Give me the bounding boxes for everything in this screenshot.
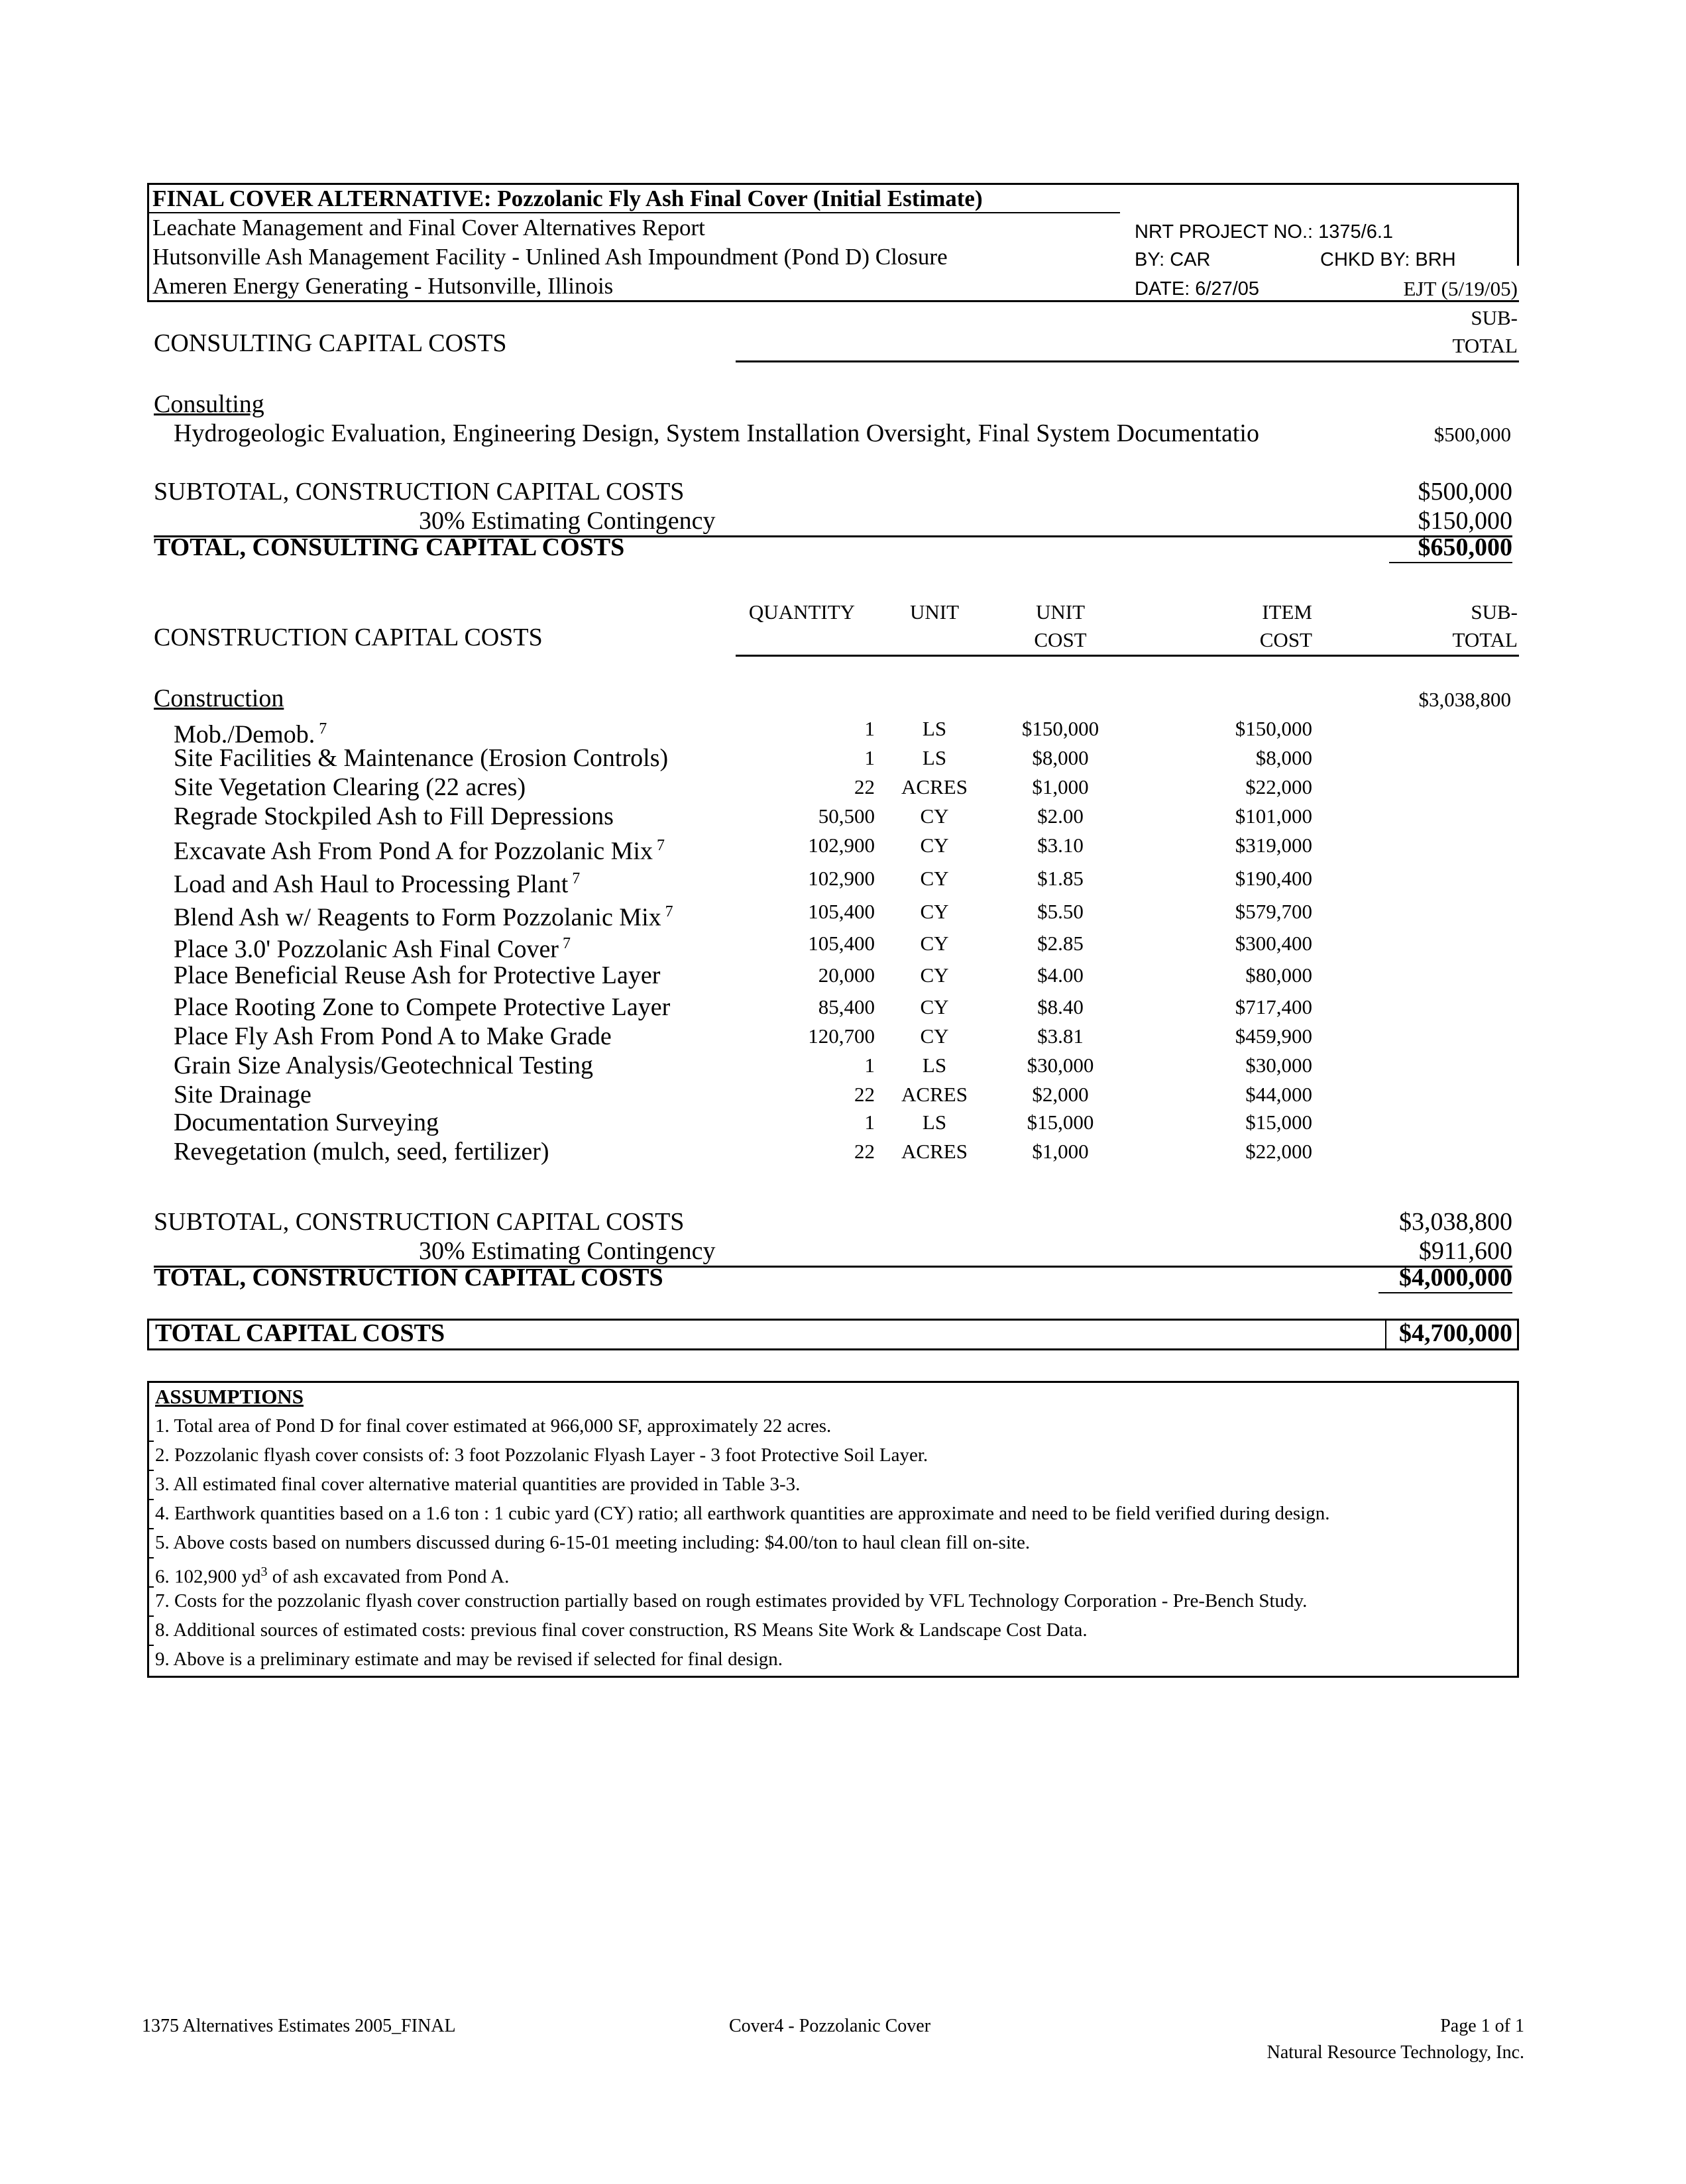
assumption-text: 3. All estimated final cover alternative material quantities are provided in Table 3-3. xyxy=(155,1474,801,1495)
construction-group-label: Construction xyxy=(154,684,284,712)
assumptions-title: ASSUMPTIONS xyxy=(155,1385,304,1408)
assumption-text: 4. Earthwork quantities based on a 1.6 ton : 1 cubic yard (CY) ratio; all earthwork quantities are approximate and need to be field verified during design. xyxy=(155,1503,1330,1524)
grand-total-value: $4,700,000 xyxy=(1399,1319,1512,1347)
footnote-marker: 7 xyxy=(562,935,571,952)
line-item-item-cost: $717,400 xyxy=(1235,995,1312,1018)
line-item-quantity: 1 xyxy=(864,1054,875,1077)
line-item-description: Excavate Ash From Pond A for Pozzolanic Mix xyxy=(174,837,653,865)
header-title-value: Pozzolanic Fly Ash Final Cover (Initial Estimate) xyxy=(497,186,983,211)
construction-header-rule xyxy=(736,655,1519,657)
line-item-quantity: 1 xyxy=(864,717,875,740)
consulting-total-label: TOTAL, CONSULTING CAPITAL COSTS xyxy=(154,533,625,561)
col-header-subtotal-2: TOTAL xyxy=(1452,628,1518,651)
line-item-quantity: 20,000 xyxy=(818,963,875,987)
consulting-total-value: $650,000 xyxy=(1418,533,1512,561)
construction-contingency-label: 30% Estimating Contingency xyxy=(419,1237,716,1265)
line-item-unit-cost: $4.00 xyxy=(1037,963,1084,987)
consulting-contingency-label: 30% Estimating Contingency xyxy=(419,507,716,535)
header-ejt: EJT (5/19/05) xyxy=(1403,277,1518,300)
footer-page-number: Page 1 of 1 xyxy=(1440,2016,1524,2036)
line-item-unit: CY xyxy=(920,834,949,857)
grand-total-label: TOTAL CAPITAL COSTS xyxy=(155,1319,445,1347)
col-header-quantity: QUANTITY xyxy=(748,600,856,624)
construction-subtotal-value: $3,038,800 xyxy=(1399,1208,1512,1236)
line-item-unit-cost: $5.50 xyxy=(1037,900,1084,923)
line-item-unit: CY xyxy=(920,900,949,923)
line-item-description-wrap xyxy=(174,897,673,932)
construction-group-subtotal: $3,038,800 xyxy=(1418,688,1511,711)
line-item-item-cost: $30,000 xyxy=(1245,1054,1312,1077)
consulting-total-value-underline xyxy=(1389,562,1512,563)
construction-total-value: $4,000,000 xyxy=(1399,1264,1512,1291)
line-item-unit: ACRES xyxy=(901,1140,968,1163)
line-item-item-cost: $8,000 xyxy=(1255,746,1312,769)
assumption-text: 6. 102,900 yd xyxy=(155,1566,261,1588)
assumption-item xyxy=(155,1558,509,1590)
line-item-item-cost: $459,900 xyxy=(1235,1024,1312,1048)
line-item-description: Place Beneficial Reuse Ash for Protective Layer xyxy=(174,961,661,989)
construction-contingency-value: $911,600 xyxy=(1418,1237,1512,1265)
line-item-unit-cost: $30,000 xyxy=(1027,1054,1094,1077)
line-item-unit: CY xyxy=(920,963,949,987)
line-item-item-cost: $22,000 xyxy=(1245,1140,1312,1163)
line-item-quantity: 22 xyxy=(854,775,875,798)
line-item-quantity: 22 xyxy=(854,1083,875,1106)
line-item-description-wrap xyxy=(174,831,665,866)
header-report-name: Leachate Management and Final Cover Alternatives Report xyxy=(152,215,705,241)
line-item-item-cost: $22,000 xyxy=(1245,775,1312,798)
line-item-description: Site Facilities & Maintenance (Erosion Controls) xyxy=(174,744,669,772)
line-item-unit: LS xyxy=(922,746,947,769)
line-item-unit: ACRES xyxy=(901,775,968,798)
line-item-quantity: 50,500 xyxy=(818,804,875,828)
assumption-item xyxy=(155,1646,783,1672)
line-item-unit: CY xyxy=(920,1024,949,1048)
consulting-section-title: CONSULTING CAPITAL COSTS xyxy=(154,329,507,357)
assumption-row-tick xyxy=(147,1557,154,1558)
consulting-group-label: Consulting xyxy=(154,390,264,418)
grand-total-value-divider xyxy=(1385,1319,1386,1350)
line-item-description: Place Rooting Zone to Compete Protective Layer xyxy=(174,993,671,1021)
footer-company: Natural Resource Technology, Inc. xyxy=(1266,2042,1524,2063)
line-item-description: Blend Ash w/ Reagents to Form Pozzolanic Mix xyxy=(174,903,661,932)
line-item-unit-cost: $8,000 xyxy=(1032,746,1089,769)
line-item-unit-cost: $2,000 xyxy=(1032,1083,1089,1106)
line-item-unit: LS xyxy=(922,1054,947,1077)
header-facility: Hutsonville Ash Management Facility - Unlined Ash Impoundment (Pond D) Closure xyxy=(152,244,948,270)
assumption-text: 8. Additional sources of estimated costs: previous final cover construction, RS Means Site Work & Landscape Cost Data. xyxy=(155,1619,1088,1641)
col-header-item-cost-2: COST xyxy=(1259,628,1312,651)
line-item-quantity: 120,700 xyxy=(808,1024,875,1048)
line-item-description: Site Vegetation Clearing (22 acres) xyxy=(174,773,526,801)
line-item-description: Documentation Surveying xyxy=(174,1109,439,1136)
header-title xyxy=(152,184,983,213)
assumption-row-tick xyxy=(147,1528,154,1529)
consulting-contingency-value: $150,000 xyxy=(1418,507,1512,535)
line-item-description: Place Fly Ash From Pond A to Make Grade xyxy=(174,1022,612,1050)
assumption-item xyxy=(155,1413,831,1439)
line-item-quantity: 1 xyxy=(864,746,875,769)
line-item-description: Mob./Demob. xyxy=(174,720,315,749)
assumption-row-tick xyxy=(147,1470,154,1471)
construction-total-value-underline xyxy=(1378,1292,1512,1293)
line-item-description: Site Drainage xyxy=(174,1081,311,1109)
line-item-unit: CY xyxy=(920,932,949,955)
assumption-row-tick xyxy=(147,1441,154,1442)
line-item-unit-cost: $2.85 xyxy=(1037,932,1084,955)
assumption-item xyxy=(155,1442,928,1468)
line-item-quantity: 102,900 xyxy=(808,834,875,857)
consulting-subtotal-label: SUBTOTAL, CONSTRUCTION CAPITAL COSTS xyxy=(154,478,685,506)
consulting-subtotal-value: $500,000 xyxy=(1418,478,1512,506)
line-item-item-cost: $44,000 xyxy=(1245,1083,1312,1106)
header-project-no: NRT PROJECT NO.: 1375/6.1 xyxy=(1135,221,1394,243)
footnote-marker: 7 xyxy=(572,870,581,887)
assumption-row-tick xyxy=(147,1499,154,1500)
assumption-row-tick xyxy=(147,1586,154,1588)
assumption-text: 5. Above costs based on numbers discussed during 6-15-01 meeting including: $4.00/ton to haul clean fill on-site. xyxy=(155,1532,1031,1553)
header-date: DATE: 6/27/05 xyxy=(1135,278,1260,300)
line-item-quantity: 1 xyxy=(864,1111,875,1134)
col-header-subtotal-1: SUB- xyxy=(1471,600,1518,624)
header-chkd-by: CHKD BY: BRH xyxy=(1320,249,1456,270)
consulting-subtotal-header-2: TOTAL xyxy=(1452,334,1518,357)
assumption-text: 2. Pozzolanic flyash cover consists of: 3 foot Pozzolanic Flyash Layer - 3 foot Protective Soil Layer. xyxy=(155,1445,928,1466)
line-item-quantity: 85,400 xyxy=(818,995,875,1018)
header-client: Ameren Energy Generating - Hutsonville, Illinois xyxy=(152,273,614,299)
superscript-exponent: 3 xyxy=(260,1564,268,1579)
col-header-unit: UNIT xyxy=(909,600,960,624)
line-item-quantity: 105,400 xyxy=(808,932,875,955)
line-item-quantity: 102,900 xyxy=(808,867,875,890)
line-item-description: Place 3.0' Pozzolanic Ash Final Cover xyxy=(174,935,559,963)
line-item-unit-cost: $3.81 xyxy=(1037,1024,1084,1048)
consulting-header-rule xyxy=(736,360,1519,362)
assumption-item xyxy=(155,1471,800,1498)
line-item-description: Load and Ash Haul to Processing Plant xyxy=(174,870,569,899)
header-title-label: FINAL COVER ALTERNATIVE: xyxy=(152,186,492,211)
line-item-item-cost: $15,000 xyxy=(1245,1111,1312,1134)
assumption-row-tick xyxy=(147,1645,154,1646)
line-item-unit-cost: $15,000 xyxy=(1027,1111,1094,1134)
line-item-item-cost: $319,000 xyxy=(1235,834,1312,857)
assumption-text: 7. Costs for the pozzolanic flyash cover construction partially based on rough estimates provided by VFL Technology Corporation - Pre-Bench Study. xyxy=(155,1590,1308,1611)
line-item-unit: CY xyxy=(920,867,949,890)
line-item-unit: CY xyxy=(920,995,949,1018)
line-item-unit: ACRES xyxy=(901,1083,968,1106)
line-item-unit-cost: $3.10 xyxy=(1037,834,1084,857)
construction-total-label: TOTAL, CONSTRUCTION CAPITAL COSTS xyxy=(154,1264,663,1291)
consulting-item-text: Hydrogeologic Evaluation, Engineering Design, System Installation Oversight, Final System Documentatio xyxy=(174,419,1259,447)
construction-subtotal-label: SUBTOTAL, CONSTRUCTION CAPITAL COSTS xyxy=(154,1208,685,1236)
header-box-right-edge xyxy=(1517,183,1519,266)
assumption-text: 1. Total area of Pond D for final cover estimated at 966,000 SF, approximately 22 acres. xyxy=(155,1415,832,1437)
line-item-item-cost: $579,700 xyxy=(1235,900,1312,923)
line-item-unit-cost: $1,000 xyxy=(1032,775,1089,798)
line-item-description: Regrade Stockpiled Ash to Fill Depressions xyxy=(174,802,614,830)
assumption-item xyxy=(155,1617,1088,1643)
assumption-text: 9. Above is a preliminary estimate and may be revised if selected for final design. xyxy=(155,1649,783,1670)
assumption-row-tick xyxy=(147,1615,154,1617)
col-header-item-cost-1: ITEM xyxy=(1262,600,1312,624)
line-item-unit-cost: $8.40 xyxy=(1037,995,1084,1018)
consulting-item-value: $500,000 xyxy=(1433,423,1511,446)
consulting-subtotal-header-1: SUB- xyxy=(1471,306,1518,329)
footnote-marker: 7 xyxy=(656,837,665,854)
footnote-marker: 7 xyxy=(665,903,673,920)
line-item-unit: LS xyxy=(922,717,947,740)
line-item-unit: CY xyxy=(920,804,949,828)
line-item-item-cost: $190,400 xyxy=(1235,867,1312,890)
line-item-item-cost: $300,400 xyxy=(1235,932,1312,955)
col-header-unit-cost-2: COST xyxy=(1034,628,1087,651)
line-item-quantity: 105,400 xyxy=(808,900,875,923)
col-header-unit-cost-1: UNIT xyxy=(1035,600,1086,624)
line-item-unit: LS xyxy=(922,1111,947,1134)
footer-file-name: 1375 Alternatives Estimates 2005_FINAL xyxy=(142,2016,456,2036)
header-by: BY: CAR xyxy=(1135,249,1211,270)
line-item-item-cost: $150,000 xyxy=(1235,717,1312,740)
line-item-unit-cost: $1,000 xyxy=(1032,1140,1089,1163)
line-item-quantity: 22 xyxy=(854,1140,875,1163)
line-item-description-wrap xyxy=(174,864,580,899)
line-item-description-wrap xyxy=(174,929,571,964)
line-item-item-cost: $80,000 xyxy=(1245,963,1312,987)
line-item-unit-cost: $150,000 xyxy=(1021,717,1099,740)
footer-sheet-name: Cover4 - Pozzolanic Cover xyxy=(729,2016,931,2036)
assumption-item xyxy=(155,1500,1329,1527)
line-item-description: Grain Size Analysis/Geotechnical Testing xyxy=(174,1052,593,1079)
construction-section-title: CONSTRUCTION CAPITAL COSTS xyxy=(154,624,543,651)
line-item-item-cost: $101,000 xyxy=(1235,804,1312,828)
assumption-text-tail: of ash excavated from Pond A. xyxy=(267,1566,510,1588)
assumption-item xyxy=(155,1529,1030,1556)
footnote-marker: 7 xyxy=(319,720,327,737)
line-item-unit-cost: $1.85 xyxy=(1037,867,1084,890)
line-item-description: Revegetation (mulch, seed, fertilizer) xyxy=(174,1138,549,1166)
assumption-item xyxy=(155,1588,1307,1614)
line-item-unit-cost: $2.00 xyxy=(1037,804,1084,828)
